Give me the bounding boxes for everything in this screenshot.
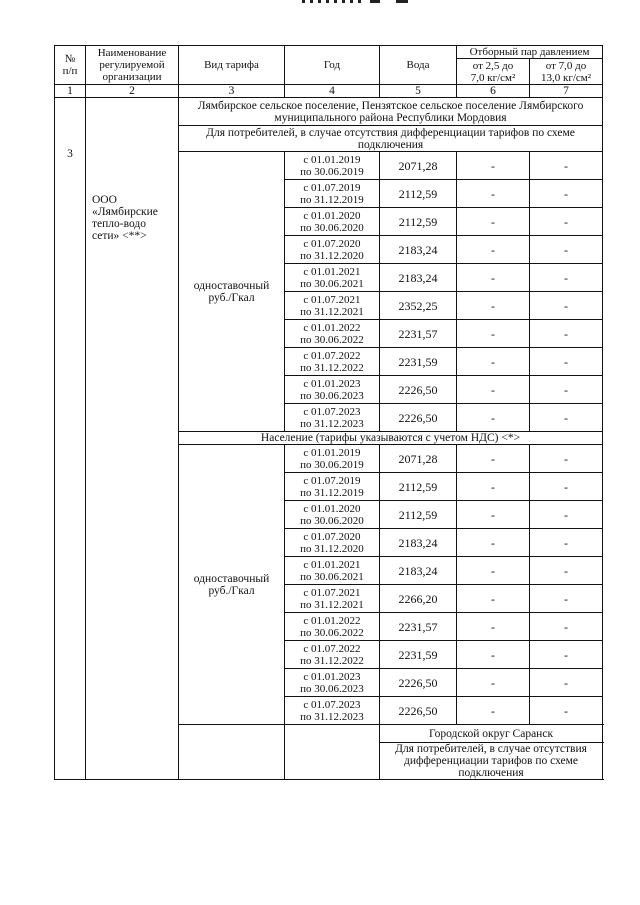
- water-tariff-cell: 2226,50: [380, 697, 457, 725]
- header-steam-low: от 2,5 до 7,0 кг/см²: [457, 59, 530, 85]
- section-title-lyambir: Лямбирское сельское поселение, Пензятское сельское поселение Лямбирского муниципального района Республики Мордовия: [179, 98, 603, 126]
- section-title-saransk: Городской округ Саранск: [380, 725, 603, 743]
- period-cell: с 01.01.2023 по 30.06.2023: [285, 376, 380, 404]
- water-tariff-cell: 2112,59: [380, 208, 457, 236]
- table-header: [55, 46, 603, 98]
- period-cell: с 01.01.2019 по 30.06.2019: [285, 445, 380, 473]
- steam-low-cell: -: [457, 292, 530, 320]
- tariff-kind-population: одноставочный руб./Гкал: [179, 445, 285, 725]
- steam-low-cell: -: [457, 404, 530, 432]
- steam-high-cell: -: [530, 292, 603, 320]
- index-cell: 3: [179, 85, 285, 98]
- period-cell: с 01.07.2019 по 31.12.2019: [285, 180, 380, 208]
- period-cell: с 01.07.2021 по 31.12.2021: [285, 292, 380, 320]
- period-cell: с 01.01.2021 по 30.06.2021: [285, 557, 380, 585]
- water-tariff-cell: 2231,59: [380, 641, 457, 669]
- water-tariff-cell: 2231,57: [380, 613, 457, 641]
- index-cell: 2: [86, 85, 179, 98]
- period-cell: с 01.01.2022 по 30.06.2022: [285, 613, 380, 641]
- water-tariff-cell: 2071,28: [380, 152, 457, 180]
- steam-low-cell: -: [457, 264, 530, 292]
- water-tariff-cell: 2112,59: [380, 501, 457, 529]
- period-cell: с 01.01.2020 по 30.06.2020: [285, 208, 380, 236]
- water-tariff-cell: 2183,24: [380, 236, 457, 264]
- steam-low-cell: -: [457, 152, 530, 180]
- steam-low-cell: -: [457, 208, 530, 236]
- water-tariff-cell: 2226,50: [380, 404, 457, 432]
- header-year: Год: [285, 46, 380, 85]
- water-tariff-cell: 2352,25: [380, 292, 457, 320]
- steam-high-cell: -: [530, 473, 603, 501]
- index-cell: 5: [380, 85, 457, 98]
- water-tariff-cell: 2183,24: [380, 557, 457, 585]
- steam-low-cell: -: [457, 641, 530, 669]
- steam-high-cell: -: [530, 557, 603, 585]
- steam-low-cell: -: [457, 445, 530, 473]
- steam-high-cell: -: [530, 641, 603, 669]
- index-cell: 1: [55, 85, 86, 98]
- steam-high-cell: -: [530, 501, 603, 529]
- period-cell: с 01.01.2019 по 30.06.2019: [285, 152, 380, 180]
- index-cell: 6: [457, 85, 530, 98]
- group-title-consumers-saransk: Для потребителей, в случае отсутствия дифференциации тарифов по схеме подключения: [380, 743, 603, 780]
- steam-low-cell: -: [457, 473, 530, 501]
- water-tariff-cell: 2112,59: [380, 180, 457, 208]
- steam-high-cell: -: [530, 529, 603, 557]
- steam-high-cell: -: [530, 697, 603, 725]
- header-steam-high: от 7,0 до 13,0 кг/см²: [530, 59, 603, 85]
- header-steam: Отборный пар давлением: [457, 46, 603, 59]
- steam-low-cell: -: [457, 669, 530, 697]
- steam-low-cell: -: [457, 180, 530, 208]
- header-water: Вода: [380, 46, 457, 85]
- steam-low-cell: -: [457, 320, 530, 348]
- water-tariff-cell: 2226,50: [380, 376, 457, 404]
- steam-high-cell: -: [530, 208, 603, 236]
- steam-high-cell: -: [530, 320, 603, 348]
- header-number: № п/п: [55, 46, 86, 85]
- column-index-row: [55, 85, 603, 98]
- period-cell: с 01.01.2020 по 30.06.2020: [285, 501, 380, 529]
- header-tariff-kind: Вид тарифа: [179, 46, 285, 85]
- steam-low-cell: -: [457, 697, 530, 725]
- steam-high-cell: -: [530, 236, 603, 264]
- steam-low-cell: -: [457, 501, 530, 529]
- steam-low-cell: -: [457, 376, 530, 404]
- index-cell: 4: [285, 85, 380, 98]
- period-cell: с 01.07.2020 по 31.12.2020: [285, 236, 380, 264]
- period-cell: с 01.07.2021 по 31.12.2021: [285, 585, 380, 613]
- header-organization: Наименование регулируемой организации: [86, 46, 179, 85]
- steam-low-cell: -: [457, 236, 530, 264]
- steam-high-cell: -: [530, 264, 603, 292]
- steam-low-cell: -: [457, 557, 530, 585]
- steam-high-cell: -: [530, 669, 603, 697]
- period-cell: с 01.01.2023 по 30.06.2023: [285, 669, 380, 697]
- steam-high-cell: -: [530, 445, 603, 473]
- organization-name: ООО «Лямбирские тепло-водо сети» <**>: [86, 98, 179, 780]
- steam-high-cell: -: [530, 376, 603, 404]
- water-tariff-cell: 2231,57: [380, 320, 457, 348]
- period-cell: с 01.07.2020 по 31.12.2020: [285, 529, 380, 557]
- period-cell: с 01.01.2021 по 30.06.2021: [285, 264, 380, 292]
- empty-number-cell: [179, 725, 285, 780]
- cut-off-header-fragment: [300, 0, 430, 6]
- index-cell: 7: [530, 85, 603, 98]
- empty-org-cell: [285, 725, 380, 780]
- period-cell: с 01.07.2023 по 31.12.2023: [285, 697, 380, 725]
- steam-low-cell: -: [457, 529, 530, 557]
- steam-low-cell: -: [457, 348, 530, 376]
- steam-low-cell: -: [457, 585, 530, 613]
- period-cell: с 01.07.2022 по 31.12.2022: [285, 348, 380, 376]
- water-tariff-cell: 2071,28: [380, 445, 457, 473]
- tariff-kind-consumers: одноставочный руб./Гкал: [179, 152, 285, 432]
- steam-high-cell: -: [530, 404, 603, 432]
- steam-high-cell: -: [530, 152, 603, 180]
- tariff-table: [54, 45, 603, 780]
- table-body: [55, 98, 603, 780]
- water-tariff-cell: 2231,59: [380, 348, 457, 376]
- steam-high-cell: -: [530, 585, 603, 613]
- period-cell: с 01.07.2019 по 31.12.2019: [285, 473, 380, 501]
- group-title-population: Население (тарифы указываются с учетом НДС) <*>: [179, 432, 603, 445]
- water-tariff-cell: 2226,50: [380, 669, 457, 697]
- water-tariff-cell: 2183,24: [380, 529, 457, 557]
- period-cell: с 01.07.2022 по 31.12.2022: [285, 641, 380, 669]
- water-tariff-cell: 2183,24: [380, 264, 457, 292]
- steam-high-cell: -: [530, 613, 603, 641]
- steam-low-cell: -: [457, 613, 530, 641]
- row-number: 3: [55, 98, 86, 780]
- period-cell: с 01.01.2022 по 30.06.2022: [285, 320, 380, 348]
- steam-high-cell: -: [530, 348, 603, 376]
- water-tariff-cell: 2112,59: [380, 473, 457, 501]
- steam-high-cell: -: [530, 180, 603, 208]
- period-cell: с 01.07.2023 по 31.12.2023: [285, 404, 380, 432]
- water-tariff-cell: 2266,20: [380, 585, 457, 613]
- group-title-consumers: Для потребителей, в случае отсутствия дифференциации тарифов по схеме подключения: [179, 126, 603, 152]
